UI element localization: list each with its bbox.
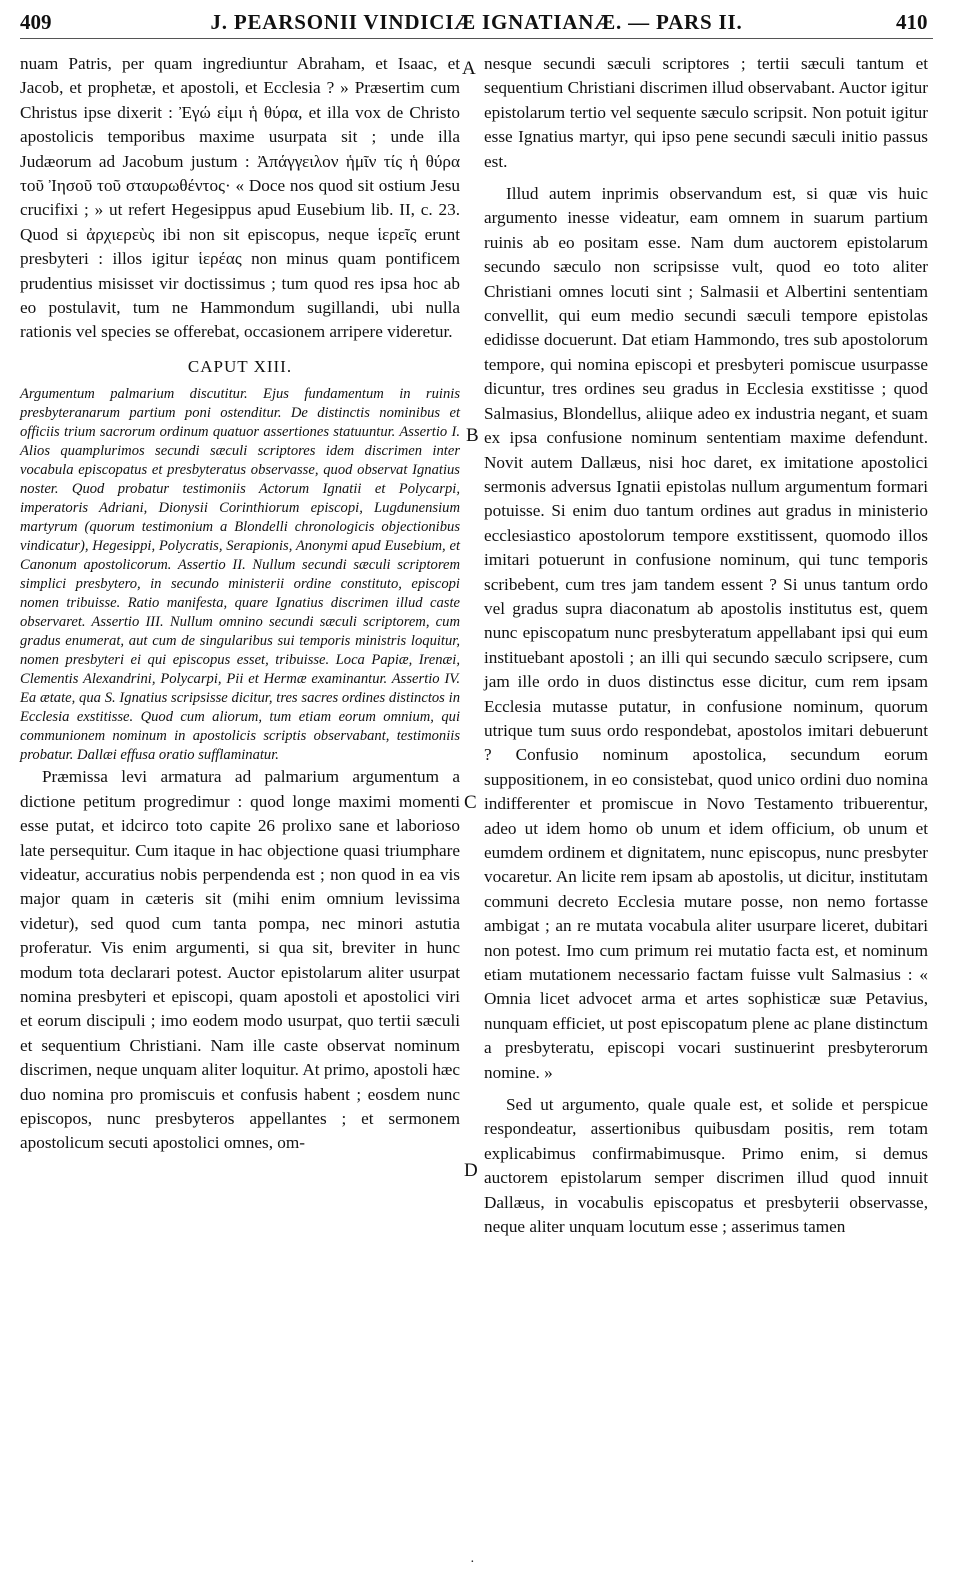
footer-mark: · bbox=[470, 1555, 475, 1570]
running-header bbox=[0, 0, 953, 36]
margin-marker-b: B bbox=[466, 425, 479, 446]
chapter-heading: CAPUT XIII. bbox=[187, 356, 293, 376]
header-rule bbox=[20, 38, 933, 39]
chapter-argument: Argumentum palmarium discutitur. Ejus fundamentum in ruinis presbyteranarum partium poni ostenditur. De distinctis nominibus et officiis trium sacrorum ordinum quatuor assertiones statuuntur. Assertio I. Alios quamplurimos secundi sæculi scriptores idem discrimen inter vocabula episcopatus et presbyteratus observasse, quod observat Ignatius noster. Quod probatur testimoniis Actorum Ignatii et Polycarpi, imperatoris Adriani, Dionysii Corinthiorum episcopi, Lugdunensium martyrum (quorum testimonium a Blondelli chronologicis objectionibus vindicatur), Hegesippi, Polycratis, Serapionis, Anonymi apud Eusebium, et Canonum apostolicorum. Assertio II. Nullum secundi sæculi scriptorem simplici presbytero, in secundo ministerii ordine constituto, episcopi nomen tribuisse. Ratio manifesta, quare Ignatius discrimen illud caste observaret. Assertio III. Nullum omnino secundi sæculi scriptorem, cum gradus enumerat, aut cum de singularibus sui temporis ministris loquitur, nomen presbyteri ei qui episcopus esset, tribuisse. Loca Papiæ, Irenæi, Clementis Alexandrini, Polycarpi, Pii et Hermæ examinantur. Assertio IV. Ea ætate, qua S. Ignatius scripsisse dicitur, tres sacres ordines distinctos in Ecclesia exstitisse. Quod cum aliorum, tum etiam eorum omnium, qui communionem nominum in apostolicis scriptis observabant, testimoniis probatur. Dallæi effusa oratio sufflaminatur. bbox=[20, 386, 460, 764]
right-paragraph-3: Sed ut argumento, quale quale est, et solide et perspicue respondeatur, assertionibus quibusdam positis, rem totam explicabimus confirmabimusque. Primo enim, si demus auctorem epistolarum semper discrimen illud quod innuit Dallæus, in vocabulis episcopatus et presbyterii observasse, neque aliter unquam locutum esse ; asserimus tamen bbox=[484, 1095, 928, 1237]
left-column bbox=[20, 52, 460, 1156]
margin-marker-a: A bbox=[462, 58, 476, 79]
right-column bbox=[484, 52, 928, 1240]
right-paragraph-1: nesque secundi sæculi scriptores ; tertii sæculi tantum et sequentium Christiani discrimen illud observabant. Auctor igitur epistolarum tertio vel sequente sæculo scripsit. Non potuit igitur esse Ignatius martyr, qui ipso pene secundi sæculi initio passus est. bbox=[484, 54, 928, 171]
left-paragraph-1: nuam Patris, per quam ingrediuntur Abraham, et Isaac, et Jacob, et prophetæ, et apostoli, et Ecclesia ? » Præsertim cum Christus ipse dixerit : Ἐγώ εἰμι ἡ θύρα, et illa vox de Christo apostolicis temporibus maxime usurpata sit ; unde illa Judæorum ad Jacobum justum : Ἀπάγγειλον ἡμῖν τίς ἡ θύρα τοῦ Ἰησοῦ τοῦ σταυρωθέντος· « Doce nos quod sit ostium Jesu crucifixi ; » ut refert Hegesippus apud Eusebium lib. II, c. 23. Quod si ἀρχιερεὺς ibi non sit episcopus, neque ἱερεῖς erunt presbyteri : illos igitur ἱερέας non minus quam pontificem prudentius misisset vir doctissimus ; tum quod res ipsa hoc ab eo postulavit, tum ne Hammondum sugillandi, ubi nulla rationis vel species se offerebat, occasionem arripere videretur. bbox=[20, 54, 460, 342]
page-number-left: 409 bbox=[20, 10, 52, 34]
left-paragraph-2: Præmissa levi armatura ad palmarium argumentum a dictione petitum progredimur : quod longe maximi momenti esse putat, et idcirco toto capite 26 prolixo sane et laborioso late persequitur. Cum itaque in hac objectione quasi triumphare videatur, accuratius nobis perpendenda est ; non quod in ea vis major quam in cæteris sit (mihi enim omnium levissima videtur), sed quod cum tanta pompa, nec minori astutia proferatur. Vis enim argumenti, si qua sit, breviter in hunc modum tota declarari potest. Auctor epistolarum aliter usurpat nomina presbyteri et episcopi, quam apostoli et apostolici viri et eorum discipuli ; imo eodem modo usurpat, quo tertii sæculi et sequentium Christiani. Nam ille caste observat nominum discrimen, neque unquam aliter loquitur. At primo, apostoli hæc duo nomina pro promiscuis et confusis habent ; eosdem nunc episcopos, nunc presbyteros appellantes ; et sermonem apostolicum secuti apostolici omnes, om- bbox=[20, 767, 460, 1153]
page-number-right: 410 bbox=[896, 10, 928, 34]
running-title: J. PEARSONII VINDICIÆ IGNATIANÆ. — PARS II. bbox=[210, 10, 743, 34]
margin-marker-d: D bbox=[464, 1160, 478, 1181]
right-paragraph-2: Illud autem inprimis observandum est, si quæ vis huic argumento inesse videatur, eam omnem in suarum partium ruinis ab eo positam esse. Nam dum auctorem epistolarum secundo sæculo non scripsisse vult, quod eo toto aliter Christiani omnes locuti sint ; Salmasii et Albertini sententiam convellit, qui eum medio secundi sæculi tempore epistolas edidisse docuerunt. Dat etiam Hammondo, tres sub apostolorum tempore, qui nomina episcopi et presbyteri pomiscue usurpasse dicuntur, tres ordines seu gradus in Ecclesia exstitisse ; quod Salmasius, Blondellus, aliique adeo ex industria negant, et suam ex ipsa confusione nominum sententiam maxime defendunt. Novit autem Dallæus, nisi hoc daret, ex imitatione apostolici sermonis adversus Ignatii epistolas nullum argumentum formari potuisse. Si enim duo tantum ordines aut gradus in ministerio ecclesiastico apostolorum tempore exstitissent, quomodo illos imitari potuerunt in confusione nominum, qui tunc temporis scribebent, cum tres jam tandem essent ? Si unus tantum ordo vel gradus supra diaconatum ab apostolis institutus est, quem nunc episcopatum nunc presbyteratum appellabant ipsi qui eum instituebant apostoli ; an illi qui secundo sæculo scripsere, cum jam ille ordo in duos distinctus esse dicitur, cum rem ipsam Ecclesia mutasse putatur, in confusione nominum, quorum utrique tum suus ordo respondebat, apostolos imitari debuerunt ? Confusio nominum apostolica, secundum eorum suppositionem, in eo consistebat, quod unico ordini duo nomina indifferenter et promiscue in Novo Testamento tribuerentur, adeo ut idem homo ob unum et idem officium, ob unum et eumdem ordinem et dignitatem, nunc episcopus, nunc presbyter vocaretur. An licite rem ipsam ab apostolis, ut dicitur, institutam communi decreto Ecclesia mutare posse, non nemo fortasse ambigat ; an re mutata vocabula aliter usurpare liceret, dubitari non potest. Imo cum primum rei mutatio facta est, et nominum etiam mutationem necessario factam fuisse vult Salmasius : « Omnia licet advocet arma et artes sophisticæ suæ Petavius, nunquam efficiet, ut post episcopatum plene ac plane distinctum a presbyteratu, episcopi vocari sustinuerint presbyterorum nomine. » bbox=[484, 184, 928, 1082]
margin-marker-c: C bbox=[464, 792, 477, 813]
